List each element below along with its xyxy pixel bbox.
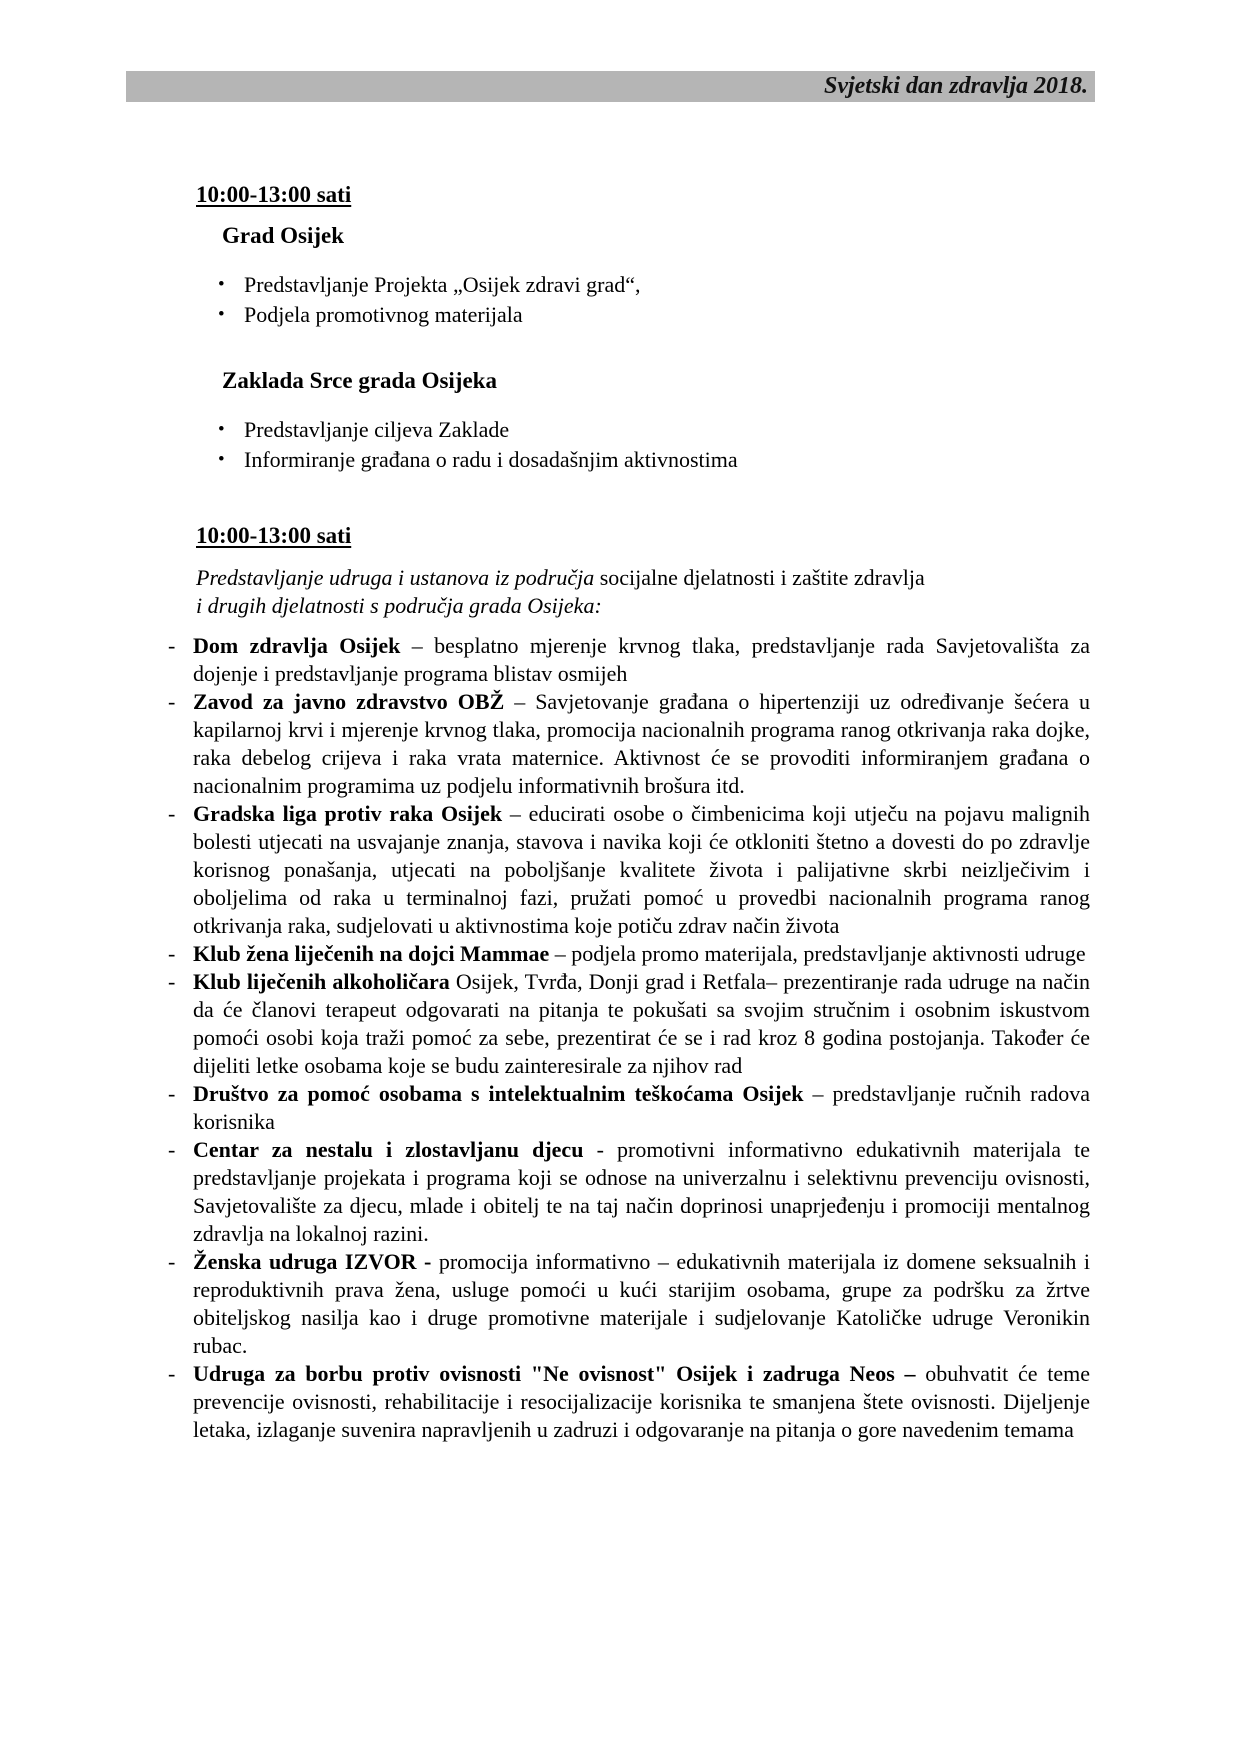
bullet-list-grad-osijek	[218, 270, 1090, 330]
org-item-centar-djecu	[168, 1136, 1090, 1248]
bullet-icon: •	[218, 304, 225, 325]
org-name: Društvo za pomoć osobama s intelektualnim teškoćama Osijek	[193, 1081, 804, 1106]
bullet-text: Podjela promotivnog materijala	[244, 302, 523, 327]
org-name: Ženska udruga IZVOR -	[193, 1249, 432, 1274]
dash-icon: -	[168, 801, 176, 826]
org-desc: – besplatno mjerenje krvnog tlaka, predstavljanje rada Savjetovališta za dojenje i predstavljanje programa blistav osmijeh	[193, 633, 1090, 686]
dash-icon: -	[168, 1361, 176, 1386]
bullet-text: Predstavljanje ciljeva Zaklade	[244, 417, 510, 442]
bullet-icon: •	[218, 449, 225, 470]
org-name: Dom zdravlja Osijek	[193, 633, 401, 658]
list-item	[218, 270, 1090, 300]
organization-list	[168, 632, 1090, 1444]
intro-italic-2: i drugih djelatnosti s područja grada Osijeka:	[196, 593, 602, 618]
org-item-gradska-liga	[168, 800, 1090, 940]
time-heading-1: 10:00-13:00 sati	[196, 182, 352, 207]
dash-icon: -	[168, 969, 176, 994]
org-desc: – podjela promo materijala, predstavljanje aktivnosti udruge	[549, 941, 1086, 966]
org-desc: – educirati osobe o čimbenicima koji utječu na pojavu malignih bolesti utjecati na usvajanje znanja, stavova i navika koji će otkloniti štetno a dovesti do po zdravlje korisnog ponašanja, utjecati na poboljšanje kvalitete života i palijativne skrbi neizlječivim i oboljelima od raka u terminalnoj fazi, pružati pomoć u provedbi nacionalnih programa ranog otkrivanja raka, sudjelovati u aktivnostima koje potiču zdrav način života	[193, 801, 1090, 938]
list-item	[218, 415, 1090, 445]
dash-icon: -	[168, 689, 176, 714]
org-item-ne-ovisnost-neos	[168, 1360, 1090, 1444]
page-header-bar	[126, 71, 1095, 102]
org-name: Klub žena liječenih na dojci Mammae	[193, 941, 550, 966]
org-item-dom-zdravlja	[168, 632, 1090, 688]
section-title-zaklada: Zaklada Srce grada Osijeka	[222, 368, 497, 393]
page-header-title: Svjetski dan zdravlja 2018.	[823, 73, 1088, 99]
intro-paragraph	[196, 564, 1090, 620]
dash-icon: -	[168, 633, 176, 658]
bullet-text: Predstavljanje Projekta „Osijek zdravi grad“,	[244, 272, 641, 297]
org-desc: – Savjetovanje građana o hipertenziji uz određivanje šećera u kapilarnoj krvi i mjerenje krvnog tlaka, promocija nacionalnih programa ranog otkrivanja raka dojke, raka debelog crijeva i raka vrata maternice. Aktivnost će se provoditi informiranjem građana o nacionalnim programima uz podjelu informativnih brošura itd.	[193, 689, 1090, 798]
org-name: Gradska liga protiv raka Osijek	[193, 801, 503, 826]
time-heading-2: 10:00-13:00 sati	[196, 523, 352, 548]
dash-icon: -	[168, 941, 176, 966]
org-desc: – predstavljanje ručnih radova korisnika	[193, 1081, 1090, 1134]
org-name: Udruga za borbu protiv ovisnosti "Ne ovisnost" Osijek i zadruga Neos –	[193, 1361, 916, 1386]
org-item-zavod-obz	[168, 688, 1090, 800]
bullet-list-zaklada	[218, 415, 1090, 475]
org-name: Zavod za javno zdravstvo OBŽ	[193, 689, 505, 714]
org-item-izvor	[168, 1248, 1090, 1360]
list-item	[218, 300, 1090, 330]
org-item-drustvo-teskocama	[168, 1080, 1090, 1136]
org-name: Centar za nestalu i zlostavljanu djecu	[193, 1137, 584, 1162]
org-desc: obuhvatit će teme prevencije ovisnosti, rehabilitacije i resocijalizacije korisnika te smanjena štete ovisnosti. Dijeljenje letaka, izlaganje suvenira napravljenih u zadruzi i odgovaranje na pitanja o gore navedenim temama	[193, 1361, 1091, 1442]
org-item-klub-alkoholicara	[168, 968, 1090, 1080]
org-desc: - promotivni informativno edukativnih materijala te predstavljanje projekata i programa koji se odnose na univerzalnu i selektivnu prevenciju ovisnosti, Savjetovalište za djecu, mlade i obitelj te na taj način doprinosi unaprjeđenju i promociji mentalnog zdravlja na lokalnoj razini.	[193, 1137, 1090, 1246]
list-item	[218, 445, 1090, 475]
org-item-mammae	[168, 940, 1090, 968]
section-title-grad-osijek: Grad Osijek	[222, 223, 345, 248]
dash-icon: -	[168, 1081, 176, 1106]
bullet-text: Informiranje građana o radu i dosadašnjim aktivnostima	[244, 447, 738, 472]
intro-normal-1: socijalne djelatnosti i zaštite zdravlja	[594, 565, 925, 590]
bullet-icon: •	[218, 274, 225, 295]
bullet-icon: •	[218, 419, 225, 440]
dash-icon: -	[168, 1249, 176, 1274]
org-name: Klub liječenih alkoholičara	[193, 969, 450, 994]
dash-icon: -	[168, 1137, 176, 1162]
org-desc: promocija informativno – edukativnih materijala iz domene seksualnih i reproduktivnih prava žena, usluge pomoći u kući starijim osobama, grupe za podršku za žrtve obiteljskog nasilja kao i druge promotivne materijale i sudjelovanje Katoličke udruge Veronikin rubac.	[193, 1249, 1090, 1358]
org-desc: Osijek, Tvrđa, Donji grad i Retfala– prezentiranje rada udruge na način da će članovi terapeut odgovarati na pitanja te pokušati sa svojim stručnim i osobnim iskustvom pomoći osobi koja traži pomoć za sebe, prezentirat će se i rad kroz 8 godina postojanja. Također će dijeliti letke osobama koje se budu zainteresirale za njihov rad	[193, 969, 1090, 1078]
intro-italic-1: Predstavljanje udruga i ustanova iz područja	[196, 565, 595, 590]
